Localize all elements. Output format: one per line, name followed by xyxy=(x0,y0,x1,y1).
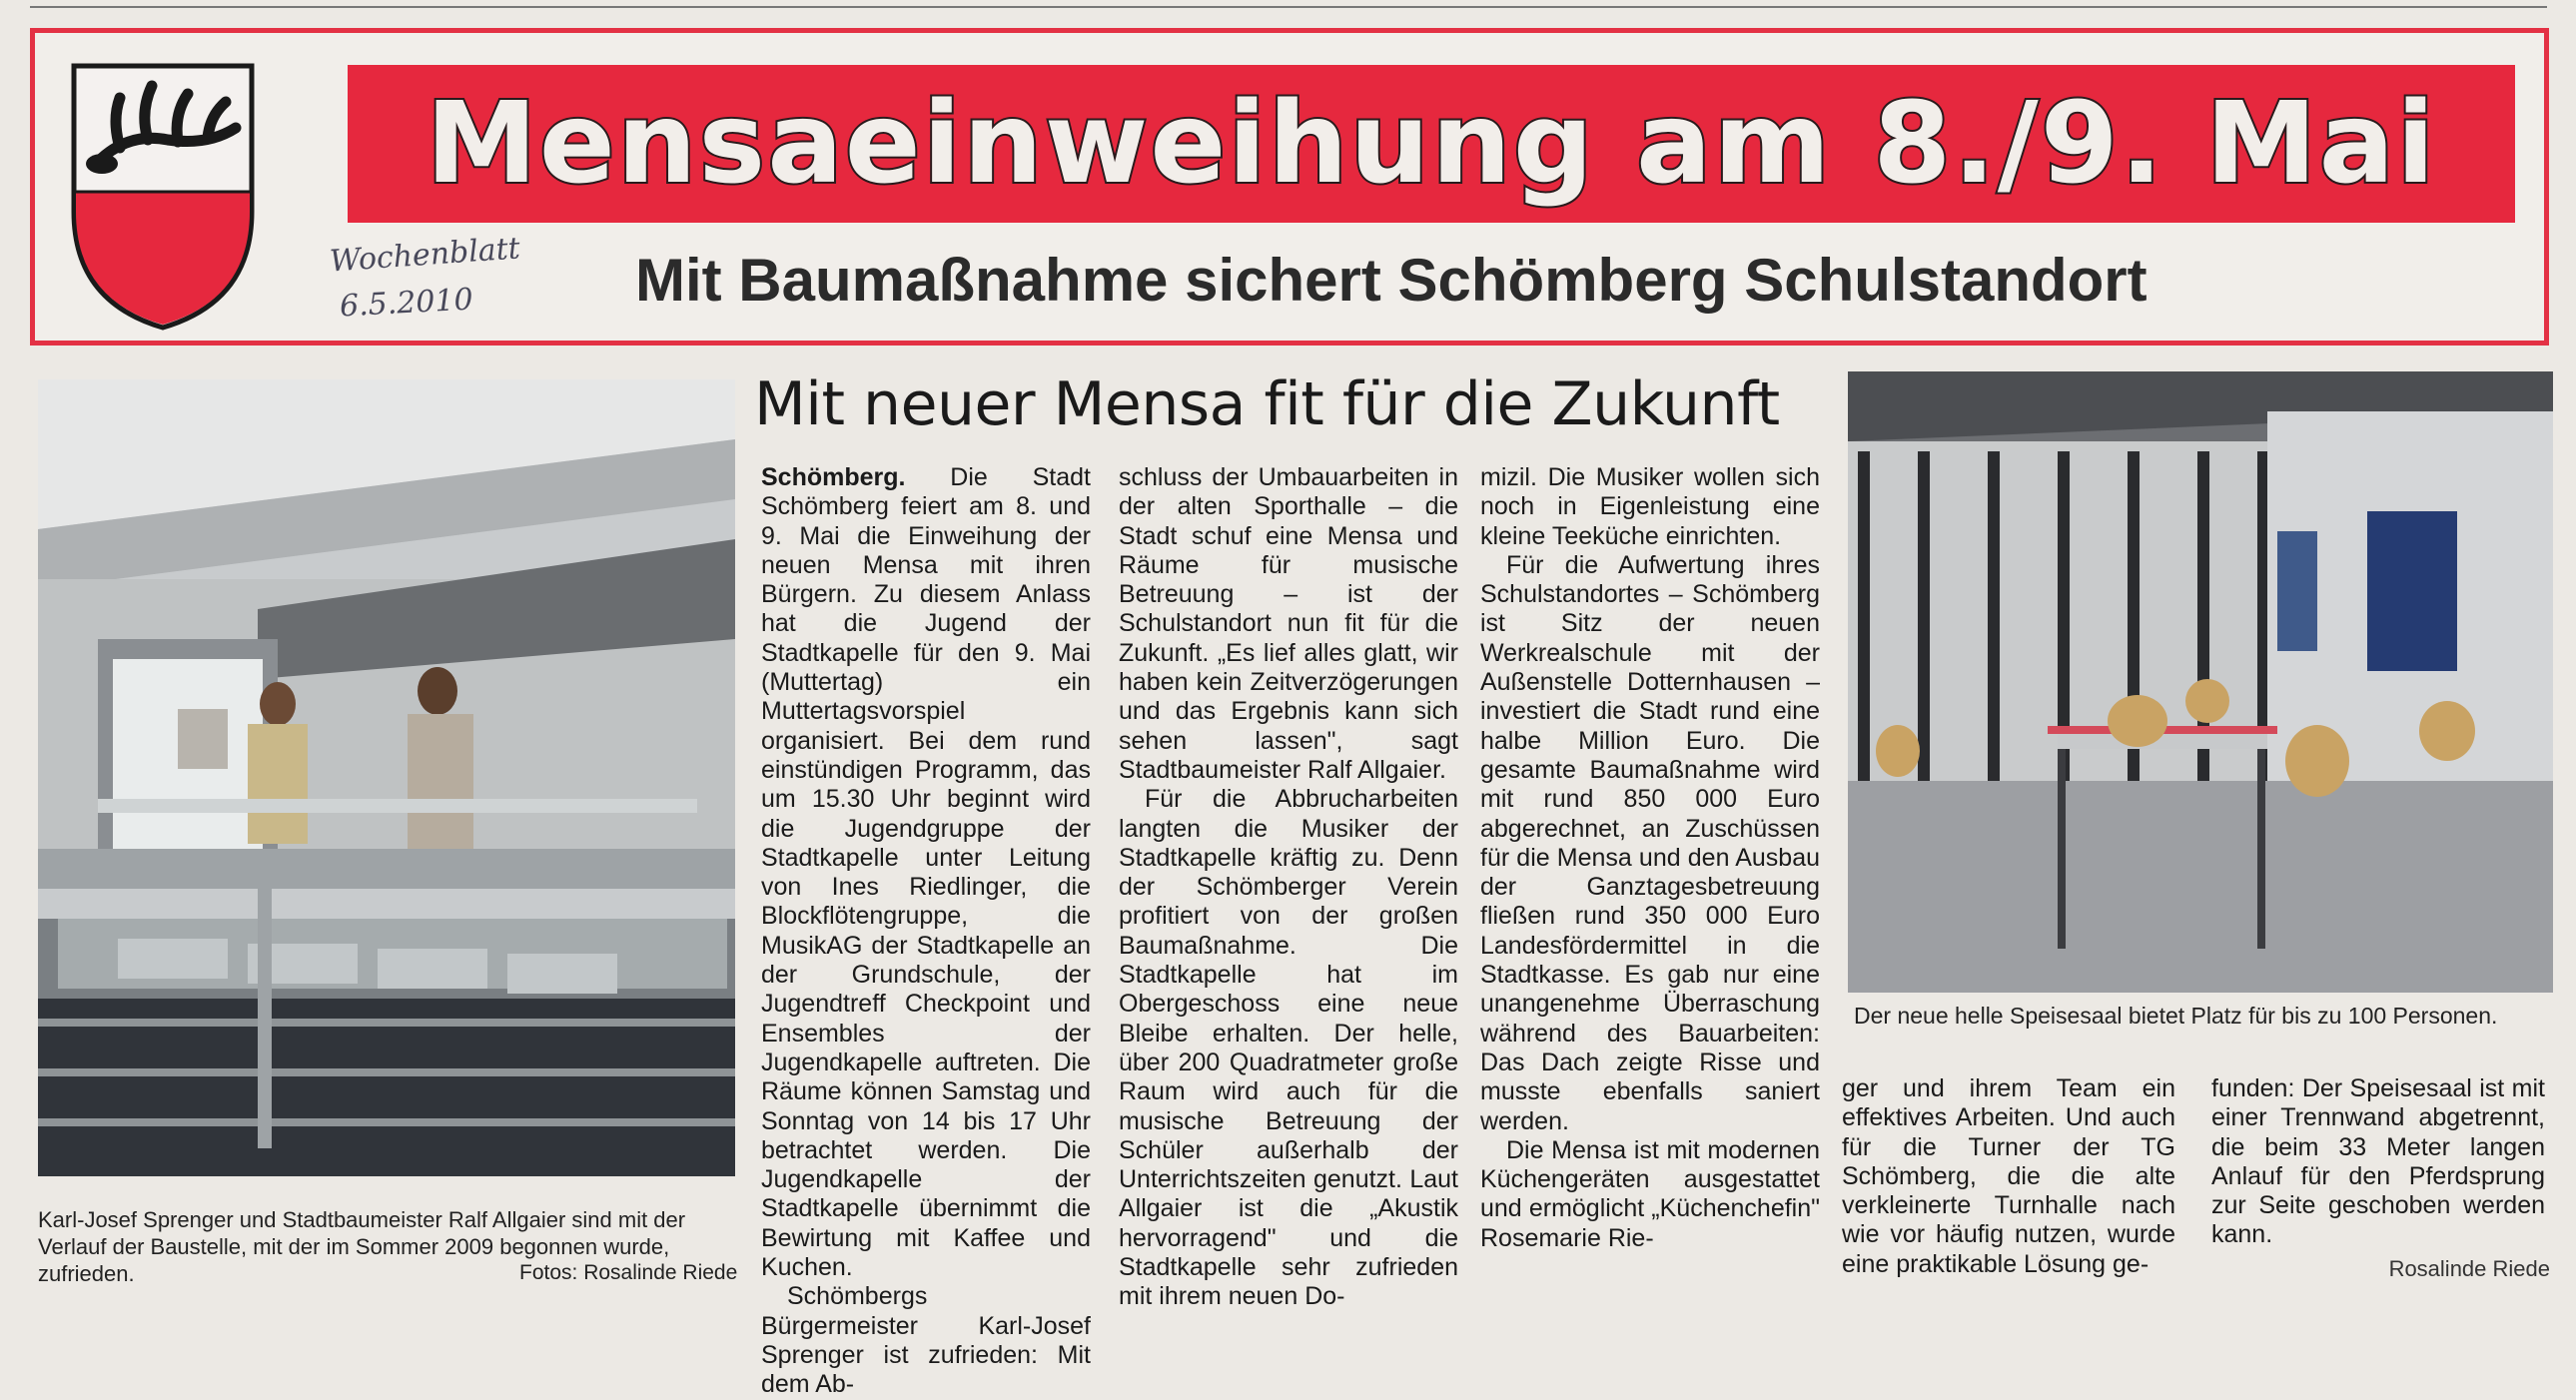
paragraph: Für die Aufwertung ihres Schulstandortes – Schömberg ist Sitz der neuen Werkrealschule mit der Außenstelle Dotternhausen – investiert die Stadt rund eine halbe Million Euro. Die gesamte Baumaßnahme wird mit rund 850 000 Euro abgerechnet, an Zuschüssen für die Mensa und den Ausbau der Ganztagesbetreuung fließen rund 350 000 Euro Landesfördermittel in die Stadtkasse. Es gab nur eine unangenehme Überraschung während des Bauarbeiten: Das Dach zeigte Risse und musste ebenfalls saniert werden. xyxy=(1480,550,1820,1135)
serving-counter-photo xyxy=(38,379,735,1176)
paragraph: Schömberg. Die Stadt Schömberg feiert am 8. und 9. Mai die Einweihung der neuen Mensa mit ihren Bürgern. Zu diesem Anlass hat die Jugend der Stadtkapelle für den 9. Mai (Muttertag) ein Muttertagsvorspiel organisiert. Bei dem rund einstündigen Programm, das um 15.30 Uhr beginnt wird die Jugendgruppe der Stadtkapelle unter Leitung von Ines Riedlinger, die Blockflötengruppe, die MusikAG der Stadtkapelle an der Grundschule, der Jugendtreff Checkpoint und Ensembles der Jugendkapelle auftreten. Die Räume können Samstag und Sonntag von 14 bis 17 Uhr betrachtet werden. Die Jugendkapelle der Stadtkapelle übernimmt die Bewirtung mit Kaffee und Kuchen. xyxy=(761,463,1091,1282)
article-column-1 xyxy=(761,463,1091,1400)
photo-credit: Fotos: Rosalinde Riede xyxy=(519,1261,738,1284)
handwritten-source-note: Wochenblatt xyxy=(329,231,521,280)
left-photo-caption: Karl-Josef Sprenger und Stadtbaumeister Ralf Allgaier sind mit der Verlauf der Baustelle, mit der im Sommer 2009 begonnen wurde, zufrieden. xyxy=(38,1207,686,1286)
antlers-crest-icon xyxy=(68,62,258,332)
article-column-4 xyxy=(1842,1074,2175,1279)
article-column-5 xyxy=(2211,1074,2545,1250)
paragraph: ger und ihrem Team ein effektives Arbeiten. Und auch für die Turner der TG Schömberg, die die alte verkleinerte Turnhalle nach wie vor häufig nutzen, wurde eine praktikable Lösung ge- xyxy=(1842,1074,2175,1278)
paragraph: Für die Abbrucharbeiten langten die Musiker der Stadtkapelle kräftig zu. Denn der Schömberger Verein profitiert von der großen Baumaßnahme. Die Stadtkapelle hat im Obergeschoss eine neue Bleibe erhalten. Der helle, über 200 Quadratmeter große Raum wird auch für die musische Betreuung der Schüler außerhalb der Unterrichtszeiten genutzt. Laut Allgaier ist die „Akustik hervorragend" und die Stadtkapelle sehr zufrieden mit ihrem neuen Do- xyxy=(1119,785,1458,1311)
headline-banner xyxy=(348,65,2515,223)
article-dateline: Schömberg. xyxy=(761,463,906,491)
article-column-2 xyxy=(1119,463,1458,1312)
page-top-rule xyxy=(30,6,2547,8)
paragraph: schluss der Umbauarbeiten in der alten Sporthalle – die Stadt schuf eine Mensa und Räume für musische Betreuung – ist der Schulstandort nun fit für die Zukunft. „Es lief alles glatt, wir haben kein Zeitverzögerungen und das Ergebnis kann sich sehen lassen", sagt Stadtbaumeister Ralf Allgaier. xyxy=(1119,463,1458,784)
paragraph: funden: Der Speisesaal ist mit einer Trennwand abgetrennt, die beim 33 Meter langen Anlauf für den Pferdsprung zur Seite geschoben werden kann. xyxy=(2211,1074,2545,1249)
article-author: Rosalinde Riede xyxy=(2388,1256,2550,1281)
paragraph: mizil. Die Musiker wollen sich noch in Eigenleistung eine kleine Teeküche einrichten. xyxy=(1480,463,1820,550)
handwritten-date-note: 6.5.2010 xyxy=(339,282,474,325)
article-headline: Mit neuer Mensa fit für die Zukunft xyxy=(754,369,1780,439)
banner-title: Mensaeinweihung am 8./9. Mai xyxy=(426,79,2437,209)
paragraph: Schömbergs Bürgermeister Karl-Josef Sprenger ist zufrieden: Mit dem Ab- xyxy=(761,1282,1091,1399)
article-column-3 xyxy=(1480,463,1820,1253)
dining-hall-photo xyxy=(1848,371,2553,993)
paragraph: Die Mensa ist mit modernen Küchengeräten ausgestattet und ermöglicht „Küchenchefin" Rosemarie Rie- xyxy=(1480,1135,1820,1252)
right-photo-caption: Der neue helle Speisesaal bietet Platz für bis zu 100 Personen. xyxy=(1854,1003,2498,1029)
banner-subtitle: Mit Baumaßnahme sichert Schömberg Schulstandort xyxy=(635,247,2147,314)
